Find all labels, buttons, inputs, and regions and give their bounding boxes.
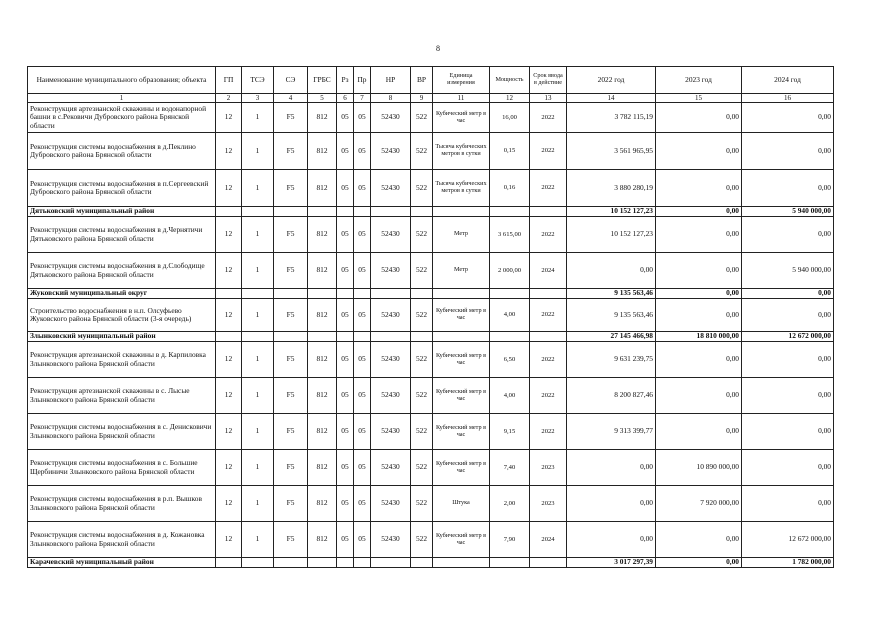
cell-pr: 05 [354,414,371,450]
cell-power: 0,16 [490,170,530,207]
column-number: 6 [337,94,354,103]
cell-se: F5 [274,170,308,207]
amount-2023: 0,00 [656,217,742,253]
amount-2024: 0,00 [742,299,834,332]
empty-cell [354,332,371,342]
empty-cell [216,332,242,342]
table-row [28,253,834,289]
cell-vr: 522 [411,103,433,133]
cell-se: F5 [274,133,308,170]
table-row [28,414,834,450]
cell-gp: 12 [216,450,242,486]
section-name: Злынковский муниципальный район [28,332,216,342]
amount-2022: 9 313 399,77 [567,414,656,450]
cell-grbs: 812 [308,170,337,207]
header-cell: Наименование муниципального образования; объекта [28,67,216,94]
empty-cell [490,332,530,342]
empty-cell [308,207,337,217]
empty-cell [274,332,308,342]
empty-cell [337,332,354,342]
cell-pr: 05 [354,342,371,378]
empty-cell [411,332,433,342]
column-number: 9 [411,94,433,103]
cell-term: 2024 [530,253,567,289]
section-row [28,289,834,299]
column-number: 7 [354,94,371,103]
empty-cell [433,289,490,299]
cell-pr: 05 [354,170,371,207]
cell-nr: 52430 [371,486,411,522]
amount-2023: 0,00 [656,103,742,133]
sum-2023: 0,00 [656,558,742,568]
cell-gp: 12 [216,103,242,133]
cell-power: 3 615,00 [490,217,530,253]
amount-2024: 0,00 [742,170,834,207]
cell-se: F5 [274,217,308,253]
cell-rz: 05 [337,170,354,207]
empty-cell [490,289,530,299]
cell-vr: 522 [411,170,433,207]
section-row [28,558,834,568]
empty-cell [490,207,530,217]
cell-unit: Кубический метр в час [433,450,490,486]
empty-cell [242,558,274,568]
sum-2024: 1 782 000,00 [742,558,834,568]
cell-tse: 1 [242,486,274,522]
cell-tse: 1 [242,450,274,486]
header-cell: 2022 год [567,67,656,94]
cell-unit: Кубический метр в час [433,103,490,133]
cell-nr: 52430 [371,299,411,332]
empty-cell [216,289,242,299]
table-body [28,103,834,568]
cell-grbs: 812 [308,342,337,378]
cell-vr: 522 [411,450,433,486]
header-cell: ГРБС [308,67,337,94]
cell-gp: 12 [216,522,242,558]
cell-rz: 05 [337,253,354,289]
cell-power: 9,15 [490,414,530,450]
cell-pr: 05 [354,103,371,133]
cell-grbs: 812 [308,217,337,253]
cell-grbs: 812 [308,299,337,332]
cell-grbs: 812 [308,486,337,522]
amount-2023: 0,00 [656,414,742,450]
cell-tse: 1 [242,253,274,289]
empty-cell [337,558,354,568]
header-cell: Единица измерения [433,67,490,94]
cell-term: 2022 [530,103,567,133]
section-row [28,332,834,342]
cell-term: 2022 [530,217,567,253]
amount-2023: 10 890 000,00 [656,450,742,486]
amount-2024: 0,00 [742,486,834,522]
table-row [28,378,834,414]
object-name: Реконструкция системы водоснабжения в с. Денисковичи Злынковского района Брянской области [28,414,216,450]
amount-2023: 0,00 [656,253,742,289]
cell-rz: 05 [337,299,354,332]
cell-gp: 12 [216,253,242,289]
cell-unit: Тысяча кубических метров в сутки [433,133,490,170]
cell-power: 6,50 [490,342,530,378]
object-name: Реконструкция системы водоснабжения в д.Слободище Дятьковского района Брянской области [28,253,216,289]
cell-unit: Метр [433,217,490,253]
amount-2022: 10 152 127,23 [567,217,656,253]
empty-cell [216,558,242,568]
empty-cell [216,207,242,217]
cell-vr: 522 [411,522,433,558]
sum-2022: 10 152 127,23 [567,207,656,217]
amount-2022: 3 561 965,95 [567,133,656,170]
amount-2022: 3 782 115,19 [567,103,656,133]
column-number: 13 [530,94,567,103]
cell-unit: Кубический метр в час [433,299,490,332]
column-number: 8 [371,94,411,103]
column-number: 2 [216,94,242,103]
cell-tse: 1 [242,378,274,414]
cell-nr: 52430 [371,170,411,207]
empty-cell [411,207,433,217]
cell-se: F5 [274,522,308,558]
cell-nr: 52430 [371,133,411,170]
cell-power: 7,90 [490,522,530,558]
cell-rz: 05 [337,486,354,522]
object-name: Реконструкция системы водоснабжения в с. Большие Щербиничи Злынковского района Брянской области [28,450,216,486]
cell-se: F5 [274,378,308,414]
cell-grbs: 812 [308,522,337,558]
empty-cell [371,207,411,217]
cell-power: 7,40 [490,450,530,486]
object-name: Реконструкция артезианской скважины в д. Карпиловка Злынковского района Брянской области [28,342,216,378]
cell-rz: 05 [337,378,354,414]
cell-term: 2024 [530,522,567,558]
header-row [28,67,834,94]
column-number: 3 [242,94,274,103]
cell-nr: 52430 [371,414,411,450]
object-name: Реконструкция артезианской скважины в с. Лысые Злынковского района Брянской области [28,378,216,414]
cell-vr: 522 [411,486,433,522]
empty-cell [308,558,337,568]
empty-cell [308,332,337,342]
cell-gp: 12 [216,299,242,332]
cell-gp: 12 [216,414,242,450]
empty-cell [354,289,371,299]
sum-2024: 0,00 [742,289,834,299]
object-name: Реконструкция артезианской скважины и водонапорной башни в с.Рековичи Дубровского района Брянской области [28,103,216,133]
empty-cell [490,558,530,568]
table-row [28,450,834,486]
page-number: 8 [436,44,440,53]
amount-2022: 0,00 [567,486,656,522]
object-name: Реконструкция системы водоснабжения в д.Пеклино Дубровского района Брянской области [28,133,216,170]
cell-rz: 05 [337,450,354,486]
cell-grbs: 812 [308,253,337,289]
object-name: Реконструкция системы водоснабжения в п.Сергеевский Дубровского района Брянской области [28,170,216,207]
cell-term: 2022 [530,414,567,450]
sum-2023: 18 810 000,00 [656,332,742,342]
cell-tse: 1 [242,217,274,253]
header-cell: ГП [216,67,242,94]
cell-grbs: 812 [308,450,337,486]
header-cell: Пр [354,67,371,94]
empty-cell [411,558,433,568]
cell-unit: Метр [433,253,490,289]
cell-pr: 05 [354,522,371,558]
cell-gp: 12 [216,133,242,170]
cell-nr: 52430 [371,103,411,133]
amount-2023: 0,00 [656,342,742,378]
empty-cell [274,207,308,217]
cell-nr: 52430 [371,522,411,558]
cell-rz: 05 [337,522,354,558]
cell-vr: 522 [411,378,433,414]
empty-cell [354,558,371,568]
cell-tse: 1 [242,299,274,332]
cell-grbs: 812 [308,414,337,450]
cell-vr: 522 [411,217,433,253]
cell-unit: Кубический метр в час [433,522,490,558]
column-number: 16 [742,94,834,103]
amount-2023: 0,00 [656,170,742,207]
empty-cell [242,332,274,342]
column-number: 1 [28,94,216,103]
amount-2023: 0,00 [656,133,742,170]
cell-pr: 05 [354,299,371,332]
amount-2023: 0,00 [656,299,742,332]
cell-se: F5 [274,486,308,522]
cell-gp: 12 [216,342,242,378]
cell-grbs: 812 [308,133,337,170]
cell-grbs: 812 [308,103,337,133]
header-cell: Рз [337,67,354,94]
cell-tse: 1 [242,133,274,170]
empty-cell [411,289,433,299]
section-name: Карачевский муниципальный район [28,558,216,568]
cell-se: F5 [274,103,308,133]
object-name: Реконструкция системы водоснабжения в р.п. Вышков Злынковского района Брянской области [28,486,216,522]
empty-cell [530,289,567,299]
empty-cell [337,289,354,299]
section-row [28,207,834,217]
cell-term: 2023 [530,486,567,522]
cell-vr: 522 [411,414,433,450]
object-name: Строительство водоснабжения в н.п. Олсуфьево Жуковского района Брянской области (3-я очередь) [28,299,216,332]
cell-unit: Кубический метр в час [433,342,490,378]
budget-table [27,66,834,568]
cell-power: 16,00 [490,103,530,133]
sum-2023: 0,00 [656,207,742,217]
amount-2024: 0,00 [742,414,834,450]
empty-cell [433,207,490,217]
amount-2022: 8 200 827,46 [567,378,656,414]
cell-power: 4,00 [490,378,530,414]
cell-term: 2023 [530,450,567,486]
cell-term: 2022 [530,299,567,332]
header-cell: НР [371,67,411,94]
cell-term: 2022 [530,378,567,414]
cell-power: 2 000,00 [490,253,530,289]
empty-cell [274,558,308,568]
cell-pr: 05 [354,217,371,253]
amount-2024: 0,00 [742,378,834,414]
cell-nr: 52430 [371,342,411,378]
amount-2024: 12 672 000,00 [742,522,834,558]
cell-nr: 52430 [371,253,411,289]
header-cell: СЭ [274,67,308,94]
cell-tse: 1 [242,170,274,207]
section-name: Дятьковский муниципальный район [28,207,216,217]
empty-cell [433,332,490,342]
amount-2022: 3 880 280,19 [567,170,656,207]
amount-2024: 5 940 000,00 [742,253,834,289]
object-name: Реконструкция системы водоснабжения в д.Чернятичи Дятьковского района Брянской области [28,217,216,253]
empty-cell [530,332,567,342]
amount-2024: 0,00 [742,217,834,253]
amount-2024: 0,00 [742,450,834,486]
cell-nr: 52430 [371,378,411,414]
cell-power: 4,00 [490,299,530,332]
cell-gp: 12 [216,378,242,414]
cell-power: 2,00 [490,486,530,522]
cell-se: F5 [274,299,308,332]
amount-2024: 0,00 [742,103,834,133]
amount-2022: 0,00 [567,450,656,486]
cell-tse: 1 [242,342,274,378]
cell-nr: 52430 [371,450,411,486]
cell-unit: Кубический метр в час [433,378,490,414]
table-row [28,522,834,558]
cell-pr: 05 [354,133,371,170]
object-name: Реконструкция системы водоснабжения в д. Кожановка Злынковского района Брянской области [28,522,216,558]
empty-cell [308,289,337,299]
cell-pr: 05 [354,450,371,486]
amount-2023: 0,00 [656,522,742,558]
column-number-row [28,94,834,103]
sum-2024: 12 672 000,00 [742,332,834,342]
sum-2022: 9 135 563,46 [567,289,656,299]
cell-term: 2022 [530,342,567,378]
header-cell: Срок ввода в действие [530,67,567,94]
empty-cell [371,289,411,299]
table-row [28,299,834,332]
cell-pr: 05 [354,486,371,522]
cell-vr: 522 [411,342,433,378]
empty-cell [242,289,274,299]
empty-cell [371,558,411,568]
sum-2023: 0,00 [656,289,742,299]
header-cell: Мощность [490,67,530,94]
table-row [28,103,834,133]
amount-2023: 7 920 000,00 [656,486,742,522]
cell-vr: 522 [411,253,433,289]
sum-2024: 5 940 000,00 [742,207,834,217]
empty-cell [433,558,490,568]
cell-rz: 05 [337,217,354,253]
cell-nr: 52430 [371,217,411,253]
cell-tse: 1 [242,522,274,558]
cell-unit: Тысяча кубических метров в сутки [433,170,490,207]
cell-se: F5 [274,253,308,289]
cell-pr: 05 [354,378,371,414]
cell-grbs: 812 [308,378,337,414]
cell-rz: 05 [337,133,354,170]
cell-tse: 1 [242,103,274,133]
column-number: 15 [656,94,742,103]
cell-se: F5 [274,414,308,450]
cell-gp: 12 [216,170,242,207]
amount-2024: 0,00 [742,342,834,378]
empty-cell [354,207,371,217]
table-row [28,342,834,378]
cell-power: 0,15 [490,133,530,170]
cell-rz: 05 [337,342,354,378]
cell-term: 2022 [530,170,567,207]
table-row [28,170,834,207]
header-cell: ТСЭ [242,67,274,94]
empty-cell [371,332,411,342]
column-number: 5 [308,94,337,103]
sum-2022: 3 017 297,39 [567,558,656,568]
cell-rz: 05 [337,103,354,133]
empty-cell [530,207,567,217]
cell-vr: 522 [411,299,433,332]
table-row [28,133,834,170]
column-number: 4 [274,94,308,103]
cell-se: F5 [274,450,308,486]
cell-unit: Кубический метр в час [433,414,490,450]
cell-rz: 05 [337,414,354,450]
column-number: 11 [433,94,490,103]
header-cell: 2023 год [656,67,742,94]
amount-2022: 0,00 [567,253,656,289]
empty-cell [242,207,274,217]
amount-2022: 9 135 563,46 [567,299,656,332]
cell-unit: Штука [433,486,490,522]
section-name: Жуковский муниципальный округ [28,289,216,299]
cell-tse: 1 [242,414,274,450]
cell-pr: 05 [354,253,371,289]
empty-cell [337,207,354,217]
amount-2022: 9 631 239,75 [567,342,656,378]
sum-2022: 27 145 466,98 [567,332,656,342]
cell-vr: 522 [411,133,433,170]
table-row [28,486,834,522]
empty-cell [274,289,308,299]
amount-2024: 0,00 [742,133,834,170]
amount-2022: 0,00 [567,522,656,558]
cell-gp: 12 [216,486,242,522]
column-number: 12 [490,94,530,103]
empty-cell [530,558,567,568]
cell-gp: 12 [216,217,242,253]
header-cell: 2024 год [742,67,834,94]
cell-term: 2022 [530,133,567,170]
amount-2023: 0,00 [656,378,742,414]
table-row [28,217,834,253]
column-number: 14 [567,94,656,103]
cell-se: F5 [274,342,308,378]
header-cell: ВР [411,67,433,94]
